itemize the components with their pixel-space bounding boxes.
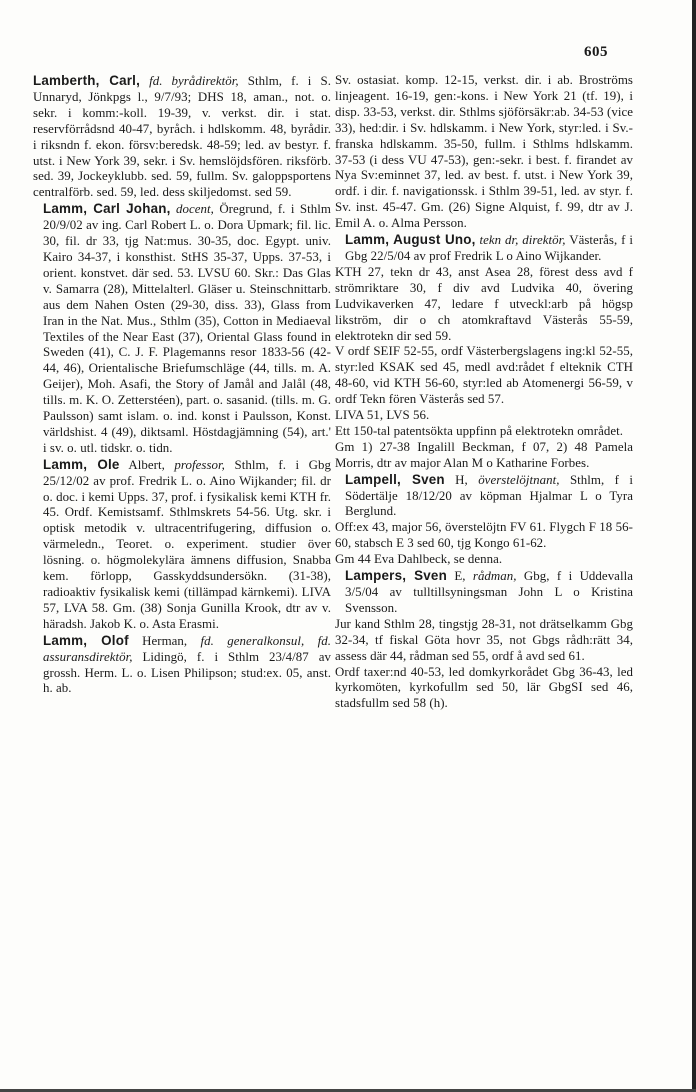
- entry-title: fd. byrådirektör,: [149, 74, 239, 88]
- entry-lamm-olof-continued: [335, 73, 633, 232]
- entry-title: överstelöjtnant,: [478, 472, 560, 487]
- entry-body: Lidingö, f. i Sthlm 23/4/87 av grossh. Herm. L. o. Lisen Philipson; stud:ex. 05, anst. h. ab.: [43, 649, 331, 696]
- entry-lamm-august-uno: [335, 232, 633, 472]
- entry-lampell-sven: [335, 472, 633, 568]
- entry-given-name: E,: [454, 569, 466, 584]
- entry-paragraph: V ordf SEIF 52-55, ordf Västerbergslagens ing:kl 52-55, styr:led KSAK sed 45, medl avd:rådet f elteknik CTH 48-60, vid KTH 56-60, styr:led ab Atomenergi 56-59, v ordf Tekn fören Västerås sed 57.: [335, 344, 633, 407]
- entry-paragraph: Ordf taxer:nd 40-53, led domkyrkorådet Gbg 36-43, led kyrkomöten, kyrkofullm sed 50, lär GbgSI sed 46, stadsfullm sed 58 (h).: [335, 664, 633, 711]
- entry-paragraph: KTH 27, tekn dr 43, anst Asea 28, förest dess avd f strömriktare 30, f div avd Ludvika 40, övering Ludvikaverken 47, ledare f utveckl:arb på högsp likström, dir o ch atomkraftavd Västerås 55-59, elektrotekn dir sed 59.: [335, 264, 633, 343]
- left-column: [33, 73, 331, 697]
- entry-name: Lampers, Sven: [345, 568, 447, 584]
- entry-lampers-sven: [335, 568, 633, 712]
- entry-title: fd. generalkonsul, fd. assuransdirektör,: [43, 633, 331, 664]
- entry-paragraph: Gm 1) 27-38 Ingalill Beckman, f 07, 2) 48 Pamela Morris, dtr av major Alan M o Katharine Forbes.: [335, 439, 633, 470]
- entry-paragraph: Jur kand Sthlm 28, tingstjg 28-31, not drätselkamm Gbg 32-34, tf fiskal Göta hovr 35, not Gbgs rådh:rätt 34, assess där 44, rådman sed 55, ordf å avd sed 61.: [335, 616, 633, 663]
- entry-paragraph: Off:ex 43, major 56, överstelöjtn FV 61. Flygch F 18 56-60, stabsch E 3 sed 60, tjg Kongo 61-62.: [335, 520, 633, 551]
- entry-paragraph: LIVA 51, LVS 56.: [335, 408, 430, 423]
- page-edge-shadow: [692, 0, 696, 1092]
- entry-body: Västerås, f i Gbg 22/5/04 av prof Fredrik L o Aino Wijkander.: [345, 233, 633, 263]
- entry-body: Öregrund, f. i Sthlm 20/9/02 av ing. Carl Robert L. o. Dora Upmark; fil. lic. 30, fil. dr 33, tjg Nat:mus. 30-35, doc. Egypt. univ. Kairo 34-37, i konsthist. StHS 35-37, Upps. 37-53, i orient. konstvet. där sed. 53. LVSU 60. Skr.: Das Glas v. Samarra (28), Mittelalterl. Gläser u. Steinschnittarb. aus dem Nahen Osten (29-30, diss. 33), Glass from Iran in the Nat. Mus., Sthlm (35), Cotton in Mediaeval Textiles of the Near East (37), Oriental Glass found in Sweden (41), C. J. F. Plagemanns resor 1833-56 (42-44, 46), Orientalische Briefumschläge (44, tills. m. A. Geijer), Moh. Asafi, the Story of Jamål and Jalål (48, tills. m. K. O. Zetterstéen), part. o. sasanid. (tills. m. G. Paulsson) samt islam. o. ind. konst i Paulsson, Konst. världshist. 4 (49), diktsaml. Höstdagjämning (54), art.' i sv. o. utl. tidskr. o. tidn.: [43, 202, 331, 455]
- entry-given-name: H,: [455, 472, 468, 487]
- entry-body: Sv. ostasiat. komp. 12-15, verkst. dir. i ab. Broströms linjeagent. 16-19, gen:-kons. i New York 21 (tf. 19), i disp. 33-53, verkst. dir. Sthlms sjöförsäkr:ab. 34-53 (vice 33), hed:dir. i Sv. hdlskamm. i New York, styr:led. i Sv.-franska hdlskamm. 35-50, fullm. i Sthlms hdlskamm. 37-53 (i dess VU 47-53), gen:-sekr. i best. f. firandet av Nya Sv:eminnet 37, led. av best. f. utst. i New York 39, ordf. i dir. f. navigationssk. i Sthlm 39-51, led. av styr. f. Sv. inst. 45-47. Gm. (26) Signe Alquist, f. 99, dtr av J. Emil A. o. Alma Persson.: [335, 73, 633, 231]
- entry-lamm-carl-johan: [33, 201, 331, 457]
- entry-title: tekn dr, direktör,: [479, 233, 566, 248]
- entry-paragraph: Ett 150-tal patentsökta uppfinn på elektrotekn området.: [335, 423, 624, 438]
- entry-lamm-olof: [33, 633, 331, 698]
- entry-name: Lampell, Sven: [345, 471, 445, 487]
- entry-body: Sthlm, f i Södertälje 18/12/20 av köpman Hjalmar L o Tyra Berglund.: [345, 472, 633, 519]
- entry-title: rådman,: [472, 569, 517, 584]
- right-column: [335, 73, 633, 712]
- entry-name: Lamm, Olof: [43, 632, 129, 648]
- entry-body: Sthlm, f. i S. Unnaryd, Jönkpgs l., 9/7/93; DHS 18, aman., not. o. sekr. i komm:-koll. 19-39, v. verkst. dir. i stat. reservförrådsnd 40-47, byråch. i hdlskomm. 48, byrådir. i riksndn f. ekon. försv:beredsk. 48-59; led. av bestyr. f. utst. i New York 39, sekr. i Sv. hemslöjdsfören. riksförb. sed. 39, Jockeyklubb. sed. 59, fullm. Sv. galoppsportens centralförb. sed. 59, led. dess skiljedomst. sed 59.: [33, 74, 331, 200]
- entry-given-name: Herman,: [142, 633, 188, 648]
- page-number: 605: [584, 44, 608, 60]
- entry-body: Gbg, f i Uddevalla 3/5/04 av tulltillsyningsman John L o Kristina Svensson.: [345, 569, 633, 615]
- entry-given-name: Albert,: [128, 457, 165, 472]
- entry-name: Lamm, Carl Johan,: [43, 201, 171, 217]
- entry-name: Lamm, August Uno,: [345, 232, 476, 248]
- entry-title: professor,: [174, 457, 225, 472]
- entry-title: docent,: [175, 202, 214, 217]
- entry-name: Lamberth, Carl,: [33, 73, 141, 88]
- entry-lamm-ole: [33, 457, 331, 633]
- entry-paragraph: Gm 44 Eva Dahlbeck, se denna.: [335, 552, 503, 567]
- entry-body: Sthlm, f. i Gbg 25/12/02 av prof. Fredrik L. o. Aino Wijkander; fil. dr o. doc. i kemi Upps. 37, prof. i fysikalisk kemi KTH fr. 45. Ordf. Kemistsamf. Sthlmskrets 54-56. Utg. skr. i optisk metodik v. ultracentrifugering, diffusion o. värmeledn., Teoret. o. experiment. studier över lösning. o. högmolekylära ämnens diffusion, Snabba kem. förlopp, Gasskyddsundersökn. (31-38), radioaktiv fysikalisk kemi (tillämpad kärnkemi). LIVA 57, LVA 58. Gm. (38) Sonja Gunilla Krook, dtr av v. häradsh. Jakob K. o. Asta Erasmi.: [43, 457, 332, 631]
- entry-name: Lamm, Ole: [43, 456, 120, 472]
- entry-lamberth: [33, 73, 331, 201]
